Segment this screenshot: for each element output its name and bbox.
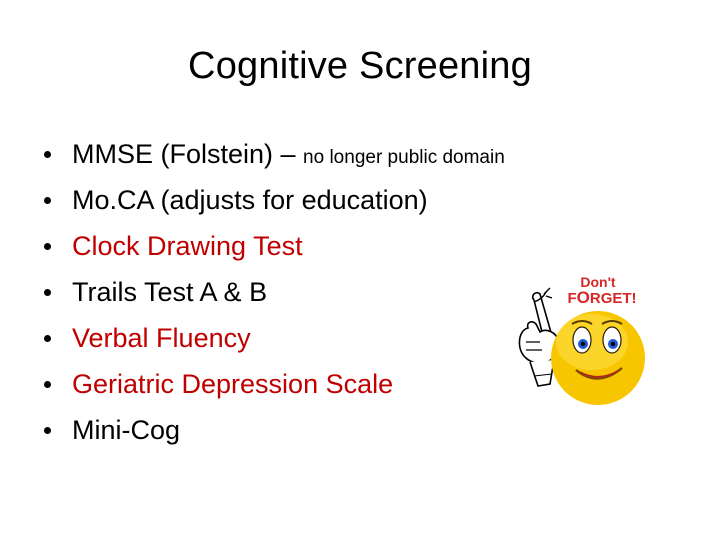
raised-finger	[519, 288, 558, 386]
slide-title: Cognitive Screening	[188, 45, 532, 87]
bullet-dot	[44, 151, 51, 158]
bullet-main-text: MMSE (Folstein) –	[72, 139, 304, 169]
dont-forget-smiley-icon	[500, 258, 660, 408]
bullet-text: Mo.CA (adjusts for education)	[72, 185, 428, 215]
bullet-dot	[44, 427, 51, 434]
bullet-dot	[44, 289, 51, 296]
bullet-note-text: no longer public domain	[303, 147, 505, 168]
bullet-item-mini-cog	[44, 407, 604, 453]
bullet-dot	[44, 381, 51, 388]
bullet-dot	[44, 243, 51, 250]
smiley-face	[551, 311, 645, 405]
bullet-dot	[44, 335, 51, 342]
bullet-text: Geriatric Depression Scale	[72, 369, 394, 399]
clipart-text-forget: FORGET!	[567, 288, 637, 307]
bullet-text	[72, 131, 505, 181]
bullet-item-moca	[44, 177, 604, 223]
bullet-item-mmse	[44, 131, 604, 177]
bullet-text: Mini-Cog	[72, 415, 181, 445]
bullet-text: Clock Drawing Test	[72, 231, 303, 261]
clipart-text-dont: Don't	[580, 274, 616, 290]
bullet-text: Verbal Fluency	[72, 323, 251, 353]
bullet-dot	[44, 197, 51, 204]
bullet-text: Trails Test A & B	[72, 277, 268, 307]
